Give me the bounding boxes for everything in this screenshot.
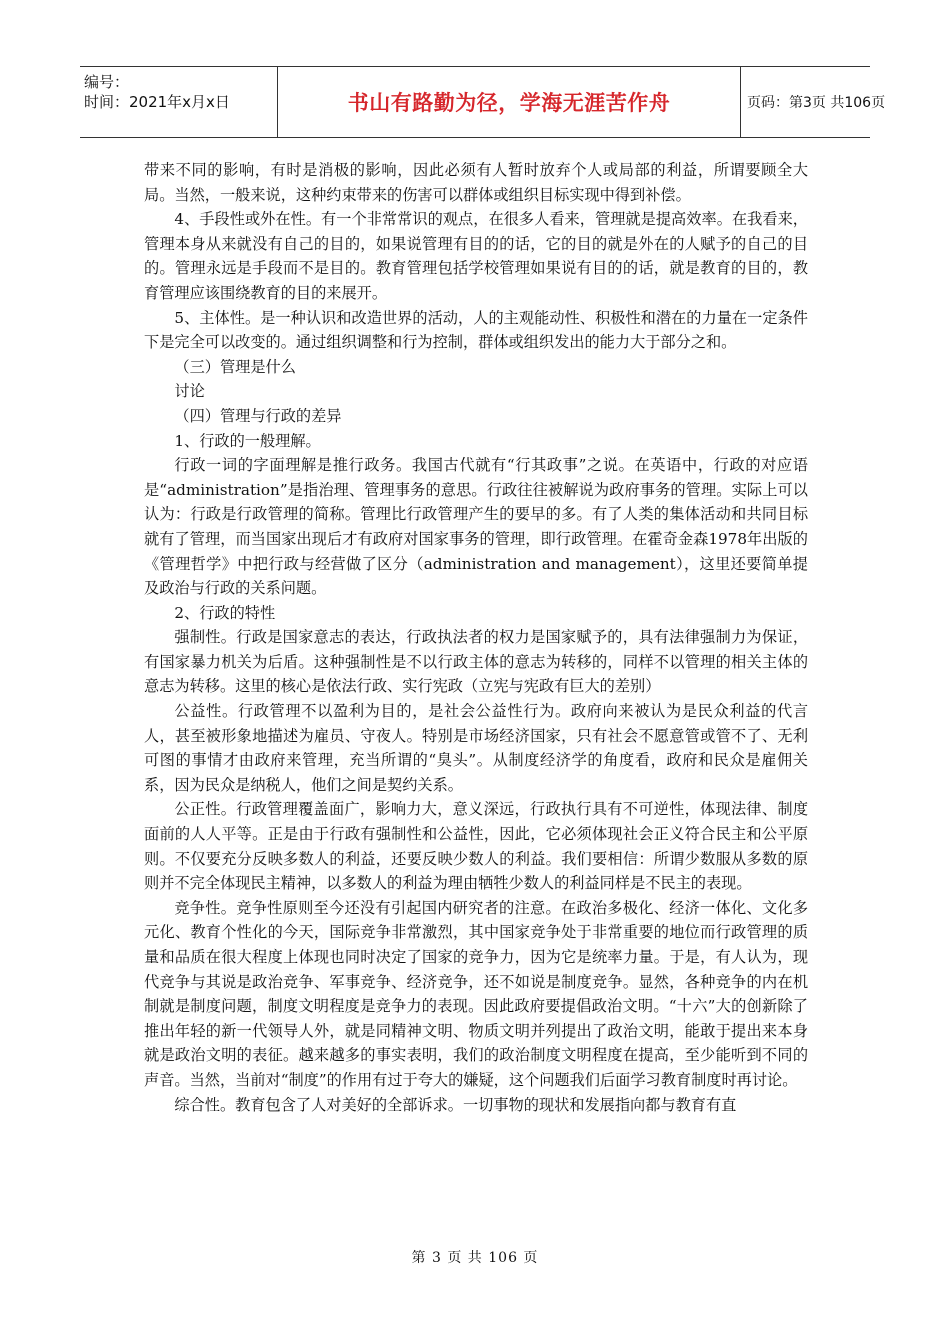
section-heading: （三）管理是什么: [174, 357, 296, 376]
number-label: 编号：: [84, 73, 130, 91]
date-label: 时间：2021年x月x日: [84, 93, 230, 111]
subsection-heading: 2、行政的特性: [174, 603, 276, 622]
paragraph: 竞争性。竞争性原则至今还没有引起国内研究者的注意。在政治多极化、经济一体化、文化多元化、教育个性化的今天，国际竞争非常激烈，其中国家竞争处于非常重要的地位而行政管理的质量和品质在很大程度上体现也同时决定了国家的竞争力，因为它是统率力量。于是，有人认为，现代竞争与其说是政治竞争、军事竞争、经济竞争，还不如说是制度竞争。显然，各种竞争的内在机制就是制度问题，制度文明程度是竞争力的表现。因此政府要提倡政治文明。“十六”大的创新除了推出年轻的新一代领导人外，就是同精神文明、物质文明并列提出了政治文明，能敢于提出来本身就是政治文明的表征。越来越多的事实表明，我们的政治制度文明程度在提高，至少能听到不同的声音。当然，当前对“制度”的作用有过于夸大的嫌疑，这个问题我们后面学习教育制度时再讨论。: [144, 898, 808, 1089]
paragraph: 讨论: [174, 382, 205, 401]
paragraph: 公正性。行政管理覆盖面广，影响力大，意义深远，行政执行具有不可逆性，体现法律、制度面前的人人平等。正是由于行政有强制性和公益性，因此，它必须体现社会正义符合民主和公平原则。不仅要充分反映多数人的利益，还要反映少数人的利益。我们要相信：所谓少数服从多数的原则并不完全体现民主精神，以多数人的利益为理由牺牲少数人的利益同样是不民主的表现。: [144, 800, 808, 893]
page-info: 页码：第3页 共106页: [747, 95, 886, 111]
page-header: [80, 66, 886, 138]
header-meta: [80, 67, 277, 137]
section-heading: （四）管理与行政的差异: [174, 406, 342, 425]
subsection-heading: 1、行政的一般理解。: [174, 431, 321, 450]
header-motto-cell: [277, 67, 741, 137]
paragraph: 强制性。行政是国家意志的表达，行政执法者的权力是国家赋予的，具有法律强制力为保证，有国家暴力机关为后盾。这种强制性是不以行政主体的意志为转移的，同样不以管理的相关主体的意志为转移。这里的核心是依法行政、实行宪政（立宪与宪政有巨大的差别）: [144, 628, 808, 696]
paragraph: 5、主体性。是一种认识和改造世界的活动，人的主观能动性、积极性和潜在的力量在一定条件下是完全可以改变的。通过组织调整和行为控制，群体或组织发出的能力大于部分之和。: [144, 308, 808, 352]
paragraph: 行政一词的字面理解是推行政务。我国古代就有“行其政事”之说。在英语中，行政的对应语是“administration”是指治理、管理事务的意思。行政往往被解说为政府事务的管理。实际上可以认为：行政是行政管理的简称。管理比行政管理产生的要早的多。有了人类的集体活动和共同目标就有了管理，而当国家出现后才有政府对国家事务的管理，即行政管理。在霍奇金森1978年出版的《管理哲学》中把行政与经营做了区分（administration and management），这里还要简单提及政治与行政的关系问题。: [144, 456, 808, 598]
page-footer: 第 3 页 共 106 页: [411, 1250, 539, 1266]
paragraph: 公益性。行政管理不以盈利为目的，是社会公益性行为。政府向来被认为是民众利益的代言人，甚至被形象地描述为雇员、守夜人。特别是市场经济国家，只有社会不愿意管或管不了、无利可图的事情才由政府来管理，充当所谓的“臭头”。从制度经济学的角度看，政府和民众是雇佣关系，因为民众是纳税人，他们之间是契约关系。: [144, 702, 808, 794]
document-body: [144, 158, 808, 1117]
motto-text: 书山有路勤为径，学海无涯苦作舟: [347, 91, 671, 115]
paragraph: 4、手段性或外在性。有一个非常常识的观点，在很多人看来，管理就是提高效率。在我看来，管理本身从来就没有自己的目的，如果说管理有目的的话，它的目的就是外在的人赋予的自己的目的。管理永远是手段而不是目的。教育管理包括学校管理如果说有目的的话，就是教育的目的，教育管理应该围绕教育的目的来展开。: [144, 210, 808, 302]
paragraph: 综合性。教育包含了人对美好的全部诉求。一切事物的现状和发展指向都与教育有直: [174, 1095, 737, 1114]
paragraph: 带来不同的影响，有时是消极的影响，因此必须有人暂时放弃个人或局部的利益，所谓要顾全大局。当然，一般来说，这种约束带来的伤害可以群体或组织目标实现中得到补偿。: [144, 161, 808, 204]
